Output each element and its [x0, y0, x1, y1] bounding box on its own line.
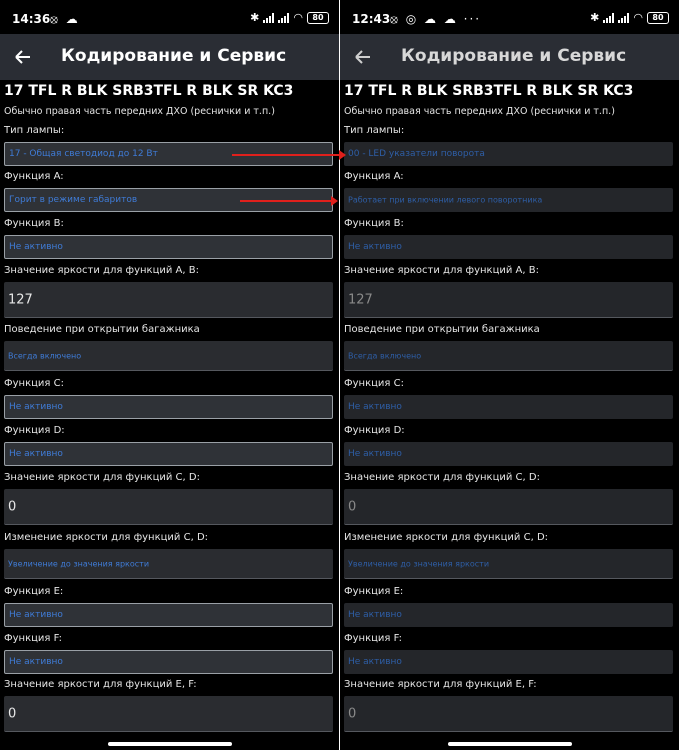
function-c-label: Функция C: [344, 378, 404, 389]
function-e-label: Функция E: [4, 586, 64, 597]
annotation-arrow-function-a [240, 200, 332, 202]
brightness-cd-input[interactable] [344, 489, 673, 525]
brightness-ef-input[interactable] [344, 696, 673, 732]
trunk-behavior-value: Всегда включено [348, 351, 422, 360]
brightness-cd-value: 0 [8, 499, 17, 514]
brightness-cd-input[interactable] [4, 489, 333, 525]
function-d-select[interactable] [344, 442, 673, 466]
lamp-type-label: Тип лампы: [4, 125, 65, 136]
brightness-ab-label: Значение яркости для функций A, B: [344, 265, 539, 276]
function-b-value: Не активно [348, 242, 402, 252]
lamp-type-label: Тип лампы: [344, 125, 405, 136]
brightness-cd-label: Значение яркости для функций C, D: [344, 472, 540, 483]
page-title: Кодирование и Сервис [61, 46, 287, 66]
notification-icons: ⦻ ◎ ☁ ☁ ··· [390, 12, 482, 26]
brightness-ab-input[interactable] [344, 282, 673, 318]
trunk-behavior-label: Поведение при открытии багажника [344, 324, 540, 335]
function-b-select[interactable] [4, 235, 333, 259]
brightness-ab-value: 127 [348, 292, 373, 307]
function-d-label: Функция D: [344, 425, 405, 436]
back-arrow-icon[interactable] [353, 47, 373, 67]
app-bar [340, 34, 679, 80]
page-title: Кодирование и Сервис [401, 46, 627, 66]
function-e-select[interactable] [344, 603, 673, 627]
function-a-value: Работает при включении левого поворотника [348, 195, 543, 205]
function-f-select[interactable] [4, 650, 333, 674]
function-c-select[interactable] [4, 395, 333, 419]
notification-icons: ⦻ ☁ [50, 12, 80, 26]
function-b-value: Не активно [9, 242, 63, 252]
battery-icon: 80 [307, 12, 329, 24]
function-b-label: Функция B: [4, 218, 64, 229]
function-f-select[interactable] [344, 650, 673, 674]
bluetooth-icon: ✱ [590, 11, 600, 24]
function-d-label: Функция D: [4, 425, 65, 436]
function-c-value: Не активно [9, 402, 63, 412]
trunk-behavior-value: Всегда включено [8, 351, 82, 360]
lamp-type-select[interactable] [344, 142, 673, 166]
bluetooth-icon: ✱ [250, 11, 260, 24]
wifi-icon: ◠ [633, 11, 643, 24]
function-f-label: Функция F: [4, 633, 62, 644]
function-f-label: Функция F: [344, 633, 402, 644]
wifi-icon: ◠ [293, 11, 303, 24]
function-e-value: Не активно [9, 610, 63, 620]
home-indicator[interactable] [448, 742, 572, 746]
trunk-behavior-select[interactable] [4, 341, 333, 371]
home-indicator[interactable] [108, 742, 232, 746]
brightness-ab-value: 127 [8, 292, 33, 307]
left-screenshot [0, 0, 339, 750]
brightness-change-cd-select[interactable] [4, 549, 333, 579]
function-d-value: Не активно [9, 449, 63, 459]
function-b-label: Функция B: [344, 218, 404, 229]
lamp-type-value: 00 - LED указатели поворота [348, 149, 485, 159]
lamp-type-value: 17 - Общая светодиод до 12 Вт [9, 149, 158, 159]
brightness-ef-value: 0 [348, 706, 357, 721]
function-e-select[interactable] [4, 603, 333, 627]
brightness-cd-label: Значение яркости для функций C, D: [4, 472, 200, 483]
status-time: 14:36 [12, 12, 51, 26]
function-a-select[interactable] [344, 188, 673, 212]
brightness-ef-value: 0 [8, 706, 17, 721]
annotation-arrow-lamp-type [232, 154, 340, 156]
battery-icon: 80 [647, 12, 669, 24]
module-description: Обычно правая часть передних ДХО (реснички и т.п.) [4, 106, 275, 117]
function-e-value: Не активно [348, 610, 402, 620]
brightness-change-cd-label: Изменение яркости для функций C, D: [344, 532, 549, 543]
brightness-cd-value: 0 [348, 499, 357, 514]
brightness-change-cd-value: Увеличение до значения яркости [348, 559, 490, 568]
brightness-change-cd-select[interactable] [344, 549, 673, 579]
brightness-change-cd-value: Увеличение до значения яркости [8, 559, 150, 568]
function-b-select[interactable] [344, 235, 673, 259]
function-c-value: Не активно [348, 402, 402, 412]
trunk-behavior-label: Поведение при открытии багажника [4, 324, 200, 335]
function-c-select[interactable] [344, 395, 673, 419]
module-description: Обычно правая часть передних ДХО (реснички и т.п.) [344, 106, 615, 117]
function-a-value: Горит в режиме габаритов [9, 195, 138, 205]
function-a-label: Функция A: [344, 171, 404, 182]
module-title: 17 TFL R BLK SRB3TFL R BLK SR KC3 [4, 83, 294, 99]
function-d-value: Не активно [348, 449, 402, 459]
signal-icon-2 [278, 12, 289, 23]
brightness-change-cd-label: Изменение яркости для функций C, D: [4, 532, 209, 543]
signal-icon [603, 12, 614, 23]
brightness-ef-label: Значение яркости для функций E, F: [4, 679, 197, 690]
function-f-value: Не активно [348, 657, 402, 667]
function-a-label: Функция A: [4, 171, 64, 182]
brightness-ab-input[interactable] [4, 282, 333, 318]
back-arrow-icon[interactable] [13, 47, 33, 67]
module-title: 17 TFL R BLK SRB3TFL R BLK SR KC3 [344, 83, 634, 99]
function-f-value: Не активно [9, 657, 63, 667]
function-c-label: Функция C: [4, 378, 64, 389]
signal-icon-2 [618, 12, 629, 23]
right-screenshot [340, 0, 679, 750]
function-d-select[interactable] [4, 442, 333, 466]
app-bar [0, 34, 339, 80]
signal-icon [263, 12, 274, 23]
brightness-ef-input[interactable] [4, 696, 333, 732]
brightness-ef-label: Значение яркости для функций E, F: [344, 679, 537, 690]
brightness-ab-label: Значение яркости для функций A, B: [4, 265, 199, 276]
status-time: 12:43 [352, 12, 391, 26]
trunk-behavior-select[interactable] [344, 341, 673, 371]
function-e-label: Функция E: [344, 586, 404, 597]
